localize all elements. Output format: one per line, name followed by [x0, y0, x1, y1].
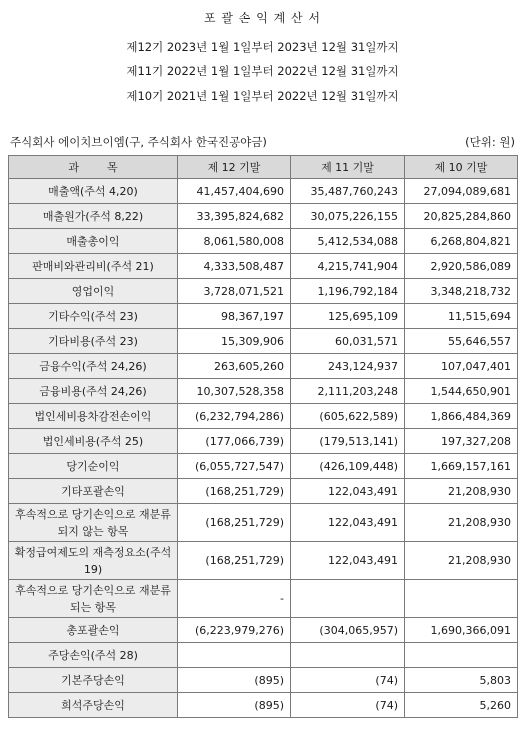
value-period-12: (895)	[178, 668, 291, 693]
row-label: 총포괄손익	[9, 618, 178, 643]
value-period-12: 3,728,071,521	[178, 279, 291, 304]
value-period-10: 21,208,930	[405, 479, 518, 504]
period-line-11: 제11기 2022년 1월 1일부터 2022년 12월 31일까지	[126, 64, 399, 78]
company-name: 주식회사 에이치브이엠(구, 주식회사 한국진공야금)	[10, 135, 267, 149]
row-label: 확정급여제도의 재측정요소(주석 19)	[9, 542, 178, 580]
table-row	[9, 668, 518, 693]
value-period-12: 15,309,906	[178, 329, 291, 354]
table-row	[9, 504, 518, 542]
value-period-12: (6,232,794,286)	[178, 404, 291, 429]
value-period-11: (605,622,589)	[291, 404, 405, 429]
value-period-12: (895)	[178, 693, 291, 718]
unit-label: (단위: 원)	[465, 135, 515, 149]
table-row	[9, 542, 518, 580]
value-period-11: 122,043,491	[291, 542, 405, 580]
value-period-11: 122,043,491	[291, 504, 405, 542]
value-period-11: 125,695,109	[291, 304, 405, 329]
row-label: 기타수익(주석 23)	[9, 304, 178, 329]
value-period-12: (177,066,739)	[178, 429, 291, 454]
row-label: 매출원가(주석 8,22)	[9, 204, 178, 229]
table-row	[9, 429, 518, 454]
row-label: 주당손익(주석 28)	[9, 643, 178, 668]
row-label: 기본주당손익	[9, 668, 178, 693]
value-period-11: 4,215,741,904	[291, 254, 405, 279]
value-period-11: (426,109,448)	[291, 454, 405, 479]
table-header-row	[9, 156, 518, 179]
table-row	[9, 204, 518, 229]
row-label: 희석주당손익	[9, 693, 178, 718]
table-row	[9, 404, 518, 429]
row-label: 후속적으로 당기손익으로 재분류되는 항목	[9, 580, 178, 618]
table-row	[9, 279, 518, 304]
value-period-12: 41,457,404,690	[178, 179, 291, 204]
table-row	[9, 354, 518, 379]
value-period-11	[291, 643, 405, 668]
table-row	[9, 693, 518, 718]
value-period-12: (168,251,729)	[178, 479, 291, 504]
value-period-10: 11,515,694	[405, 304, 518, 329]
row-label: 매출액(주석 4,20)	[9, 179, 178, 204]
row-label: 법인세비용차감전손이익	[9, 404, 178, 429]
row-label: 기타비용(주석 23)	[9, 329, 178, 354]
value-period-10: 5,803	[405, 668, 518, 693]
table-row	[9, 479, 518, 504]
table-row	[9, 329, 518, 354]
table-row	[9, 179, 518, 204]
value-period-10: 1,690,366,091	[405, 618, 518, 643]
value-period-12: 98,367,197	[178, 304, 291, 329]
row-label: 매출총이익	[9, 229, 178, 254]
value-period-10	[405, 580, 518, 618]
row-label: 기타포괄손익	[9, 479, 178, 504]
value-period-12: 8,061,580,008	[178, 229, 291, 254]
value-period-11: 30,075,226,155	[291, 204, 405, 229]
value-period-11: 5,412,534,088	[291, 229, 405, 254]
table-row	[9, 379, 518, 404]
value-period-11: (74)	[291, 668, 405, 693]
value-period-10: 3,348,218,732	[405, 279, 518, 304]
value-period-10: 1,866,484,369	[405, 404, 518, 429]
table-row	[9, 229, 518, 254]
value-period-10: 21,208,930	[405, 542, 518, 580]
value-period-12	[178, 643, 291, 668]
row-label: 당기순이익	[9, 454, 178, 479]
value-period-10: 21,208,930	[405, 504, 518, 542]
value-period-10: 1,669,157,161	[405, 454, 518, 479]
table-row	[9, 580, 518, 618]
value-period-11: (304,065,957)	[291, 618, 405, 643]
value-period-10: 55,646,557	[405, 329, 518, 354]
row-label: 영업이익	[9, 279, 178, 304]
value-period-12: 33,395,824,682	[178, 204, 291, 229]
row-label: 금융비용(주석 24,26)	[9, 379, 178, 404]
row-label: 금융수익(주석 24,26)	[9, 354, 178, 379]
table-row	[9, 254, 518, 279]
statement-title: 포 괄 손 익 계 산 서	[203, 11, 322, 25]
value-period-11: (179,513,141)	[291, 429, 405, 454]
value-period-11: 243,124,937	[291, 354, 405, 379]
value-period-12: 10,307,528,358	[178, 379, 291, 404]
value-period-10: 20,825,284,860	[405, 204, 518, 229]
table-row	[9, 304, 518, 329]
value-period-11: 35,487,760,243	[291, 179, 405, 204]
period-line-10: 제10기 2021년 1월 1일부터 2022년 12월 31일까지	[126, 89, 399, 103]
table-row	[9, 454, 518, 479]
value-period-12: 4,333,508,487	[178, 254, 291, 279]
value-period-10: 197,327,208	[405, 429, 518, 454]
value-period-10: 107,047,401	[405, 354, 518, 379]
row-label: 후속적으로 당기손익으로 재분류되지 않는 항목	[9, 504, 178, 542]
value-period-10: 2,920,586,089	[405, 254, 518, 279]
value-period-10: 5,260	[405, 693, 518, 718]
value-period-11: (74)	[291, 693, 405, 718]
row-label: 판매비와관리비(주석 21)	[9, 254, 178, 279]
value-period-10: 27,094,089,681	[405, 179, 518, 204]
value-period-12: (6,223,979,276)	[178, 618, 291, 643]
value-period-11: 1,196,792,184	[291, 279, 405, 304]
value-period-10: 1,544,650,901	[405, 379, 518, 404]
table-row	[9, 643, 518, 668]
period-line-12: 제12기 2023년 1월 1일부터 2023년 12월 31일까지	[126, 40, 399, 54]
value-period-12: (168,251,729)	[178, 504, 291, 542]
value-period-12: -	[178, 580, 291, 618]
value-period-12: (6,055,727,547)	[178, 454, 291, 479]
value-period-12: 263,605,260	[178, 354, 291, 379]
value-period-11	[291, 580, 405, 618]
column-header-period-12: 제 12 기말	[178, 156, 291, 179]
income-statement-table	[8, 155, 518, 718]
value-period-11: 2,111,203,248	[291, 379, 405, 404]
column-header-period-11: 제 11 기말	[291, 156, 405, 179]
column-header-period-10: 제 10 기말	[405, 156, 518, 179]
value-period-10: 6,268,804,821	[405, 229, 518, 254]
table-row	[9, 618, 518, 643]
value-period-10	[405, 643, 518, 668]
column-header-item: 과 목	[9, 156, 178, 179]
value-period-12: (168,251,729)	[178, 542, 291, 580]
value-period-11: 60,031,571	[291, 329, 405, 354]
value-period-11: 122,043,491	[291, 479, 405, 504]
row-label: 법인세비용(주석 25)	[9, 429, 178, 454]
